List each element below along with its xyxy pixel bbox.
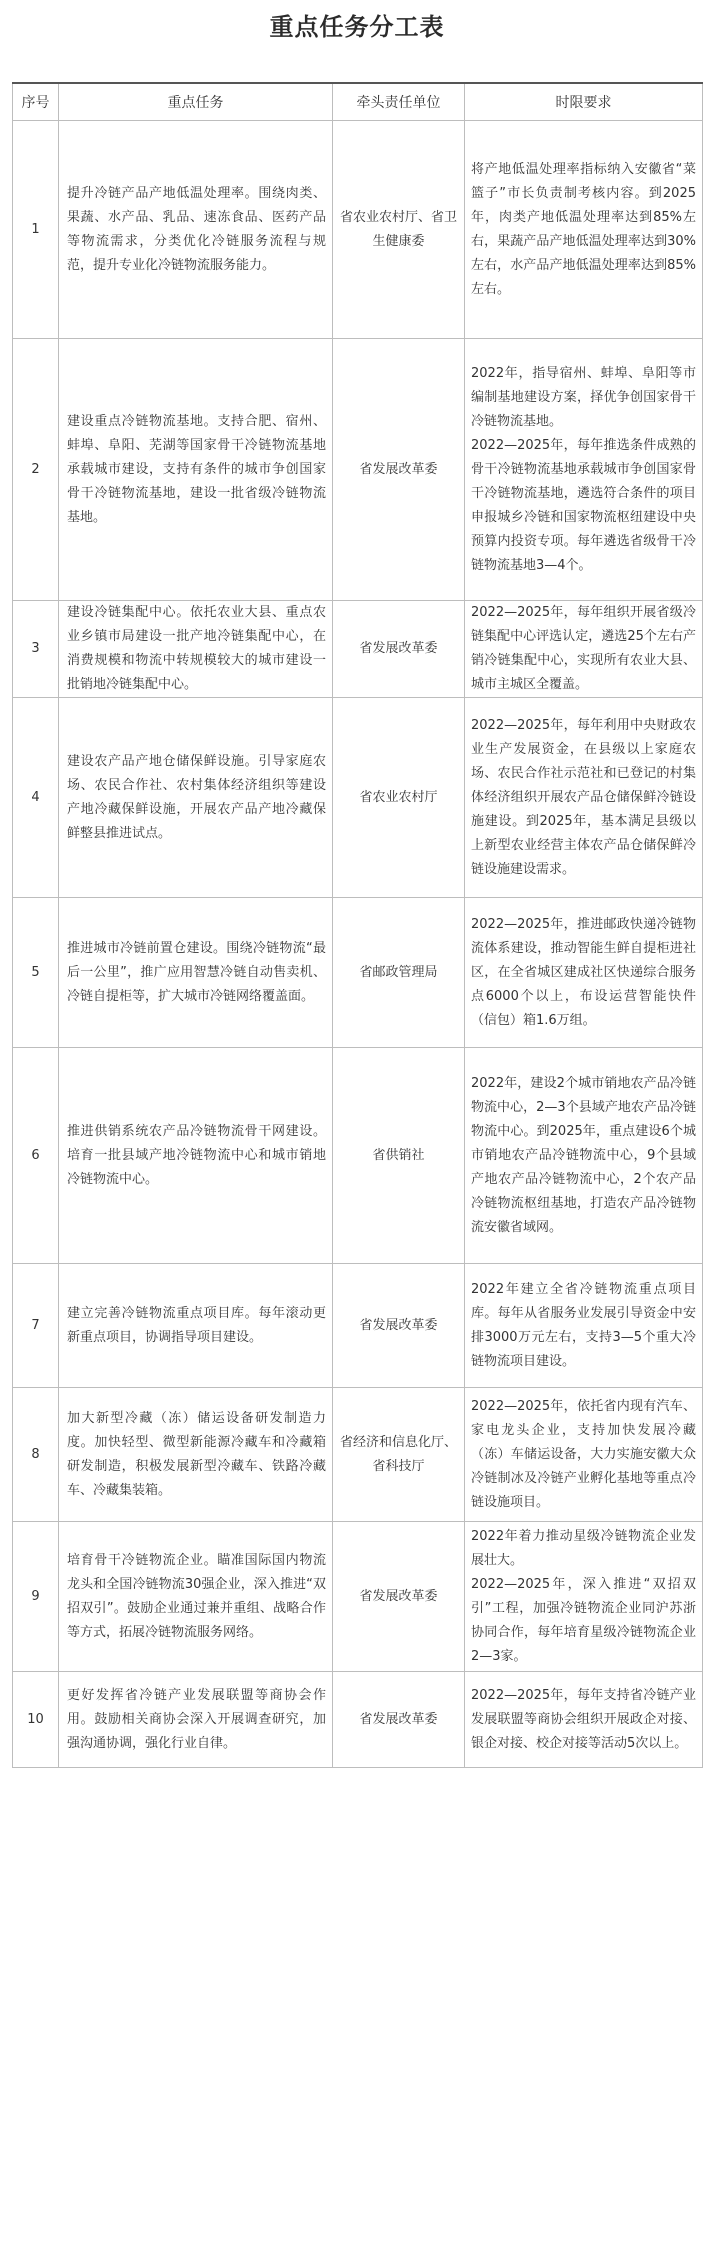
deadline-paragraph: 将产地低温处理率指标纳入安徽省“菜篮子”市长负责制考核内容。到2025年，肉类产地低温处理率达到85%左右，果蔬产品产地低温处理率达到30%左右，水产品产地低温处理率达到85%左右。 [471, 161, 696, 297]
unit-cell: 省农业农村厅、省卫生健康委 [333, 121, 465, 339]
deadline-paragraph: 2022年，建设2个城市销地农产品冷链物流中心，2—3个县域产地农产品冷链物流中心。到2025年，重点建设6个城市销地农产品冷链物流中心，9个县域产地农产品冷链物流中心，2个农产品冷链物流枢纽基地，打造农产品冷链物流安徽省域网。 [471, 1075, 696, 1235]
deadline-cell [465, 1522, 703, 1672]
deadline-cell [465, 1264, 703, 1388]
deadline-paragraph: 2022年着力推动星级冷链物流企业发展壮大。 [471, 1528, 696, 1568]
task-cell: 推进城市冷链前置仓建设。围绕冷链物流“最后一公里”，推广应用智慧冷链自动售卖机、冷链自提柜等，扩大城市冷链网络覆盖面。 [59, 898, 333, 1048]
row-number: 3 [13, 601, 59, 698]
deadline-paragraph: 2022年建立全省冷链物流重点项目库。每年从省服务业发展引导资金中安排3000万元左右，支持3—5个重大冷链物流项目建设。 [471, 1281, 696, 1369]
task-cell: 推进供销系统农产品冷链物流骨干网建设。培育一批县域产地冷链物流中心和城市销地冷链物流中心。 [59, 1048, 333, 1264]
deadline-paragraph: 2022—2025年，推进邮政快递冷链物流体系建设，推动智能生鲜自提柜进社区，在全省城区建成社区快递综合服务点6000个以上，布设运营智能快件（信包）箱1.6万组。 [471, 916, 696, 1028]
deadline-paragraph: 2022—2025年，每年组织开展省级冷链集配中心评选认定，遴选25个左右产销冷链集配中心，实现所有农业大县、城市主城区全覆盖。 [471, 605, 696, 692]
deadline-paragraph: 2022—2025年，每年推选条件成熟的骨干冷链物流基地承载城市争创国家骨干冷链物流基地，遴选符合条件的项目申报城乡冷链和国家物流枢纽建设中央预算内投资专项。每年遴选省级骨干冷链物流基地3—4个。 [471, 437, 696, 573]
deadline-paragraph: 2022—2025年，依托省内现有汽车、家电龙头企业，支持加快发展冷藏（冻）车储运设备，大力实施安徽大众冷链制冰及冷链产业孵化基地等重点冷链设施项目。 [471, 1398, 696, 1510]
unit-cell: 省邮政管理局 [333, 898, 465, 1048]
deadline-cell [465, 1048, 703, 1264]
unit-cell: 省发展改革委 [333, 1264, 465, 1388]
deadline-paragraph: 2022—2025年，每年利用中央财政农业生产发展资金，在县级以上家庭农场、农民合作社示范社和已登记的村集体经济组织开展农产品仓储保鲜冷链设施建设。到2025年，基本满足县级以上新型农业经营主体农产品仓储保鲜冷链设施建设需求。 [471, 717, 696, 877]
table-row [13, 1672, 703, 1768]
page-title: 重点任务分工表 [269, 13, 445, 41]
task-cell: 加大新型冷藏（冻）储运设备研发制造力度。加快轻型、微型新能源冷藏车和冷藏箱研发制造，积极发展新型冷藏车、铁路冷藏车、冷藏集装箱。 [59, 1388, 333, 1522]
task-cell: 更好发挥省冷链产业发展联盟等商协会作用。鼓励相关商协会深入开展调查研究，加强沟通协调，强化行业自律。 [59, 1672, 333, 1768]
column-header-deadline: 时限要求 [465, 83, 703, 121]
deadline-cell [465, 339, 703, 601]
deadline-cell [465, 1388, 703, 1522]
row-number: 10 [13, 1672, 59, 1768]
table-header-row [13, 83, 703, 121]
deadline-cell [465, 898, 703, 1048]
table-row [13, 898, 703, 1048]
unit-cell: 省农业农村厅 [333, 698, 465, 898]
table-row [13, 339, 703, 601]
table-row [13, 121, 703, 339]
table-row [13, 1264, 703, 1388]
row-number: 4 [13, 698, 59, 898]
deadline-paragraph: 2022年，指导宿州、蚌埠、阜阳等市编制基地建设方案，择优争创国家骨干冷链物流基地。 [471, 365, 696, 429]
deadline-cell [465, 698, 703, 898]
unit-cell: 省经济和信息化厅、省科技厅 [333, 1388, 465, 1522]
row-number: 5 [13, 898, 59, 1048]
task-cell: 培育骨干冷链物流企业。瞄准国际国内物流龙头和全国冷链物流30强企业，深入推进“双招双引”。鼓励企业通过兼并重组、战略合作等方式，拓展冷链物流服务网络。 [59, 1522, 333, 1672]
column-header-unit: 牵头责任单位 [333, 83, 465, 121]
table-row [13, 601, 703, 698]
task-cell: 建立完善冷链物流重点项目库。每年滚动更新重点项目，协调指导项目建设。 [59, 1264, 333, 1388]
row-number: 8 [13, 1388, 59, 1522]
table-row [13, 1388, 703, 1522]
task-cell: 建设农产品产地仓储保鲜设施。引导家庭农场、农民合作社、农村集体经济组织等建设产地冷藏保鲜设施，开展农产品产地冷藏保鲜整县推进试点。 [59, 698, 333, 898]
deadline-cell [465, 1672, 703, 1768]
row-number: 2 [13, 339, 59, 601]
unit-cell: 省发展改革委 [333, 1672, 465, 1768]
row-number: 9 [13, 1522, 59, 1672]
task-table [12, 82, 703, 1768]
task-cell: 建设冷链集配中心。依托农业大县、重点农业乡镇市局建设一批产地冷链集配中心，在消费规模和物流中转规模较大的城市建设一批销地冷链集配中心。 [59, 601, 333, 698]
unit-cell: 省发展改革委 [333, 339, 465, 601]
deadline-paragraph: 2022—2025年，深入推进“双招双引”工程，加强冷链物流企业同沪苏浙协同合作，每年培育星级冷链物流企业2—3家。 [471, 1576, 696, 1664]
unit-cell: 省供销社 [333, 1048, 465, 1264]
unit-cell: 省发展改革委 [333, 1522, 465, 1672]
table-row [13, 1522, 703, 1672]
task-cell: 建设重点冷链物流基地。支持合肥、宿州、蚌埠、阜阳、芜湖等国家骨干冷链物流基地承载城市建设，支持有条件的城市争创国家骨干冷链物流基地，建设一批省级冷链物流基地。 [59, 339, 333, 601]
deadline-cell [465, 601, 703, 698]
row-number: 1 [13, 121, 59, 339]
unit-cell: 省发展改革委 [333, 601, 465, 698]
table-row [13, 698, 703, 898]
table-row [13, 1048, 703, 1264]
deadline-paragraph: 2022—2025年，每年支持省冷链产业发展联盟等商协会组织开展政企对接、银企对接、校企对接等活动5次以上。 [471, 1687, 696, 1751]
row-number: 7 [13, 1264, 59, 1388]
column-header-task: 重点任务 [59, 83, 333, 121]
deadline-cell [465, 121, 703, 339]
row-number: 6 [13, 1048, 59, 1264]
task-cell: 提升冷链产品产地低温处理率。围绕肉类、果蔬、水产品、乳品、速冻食品、医药产品等物流需求，分类优化冷链服务流程与规范，提升专业化冷链物流服务能力。 [59, 121, 333, 339]
column-header-no: 序号 [13, 83, 59, 121]
